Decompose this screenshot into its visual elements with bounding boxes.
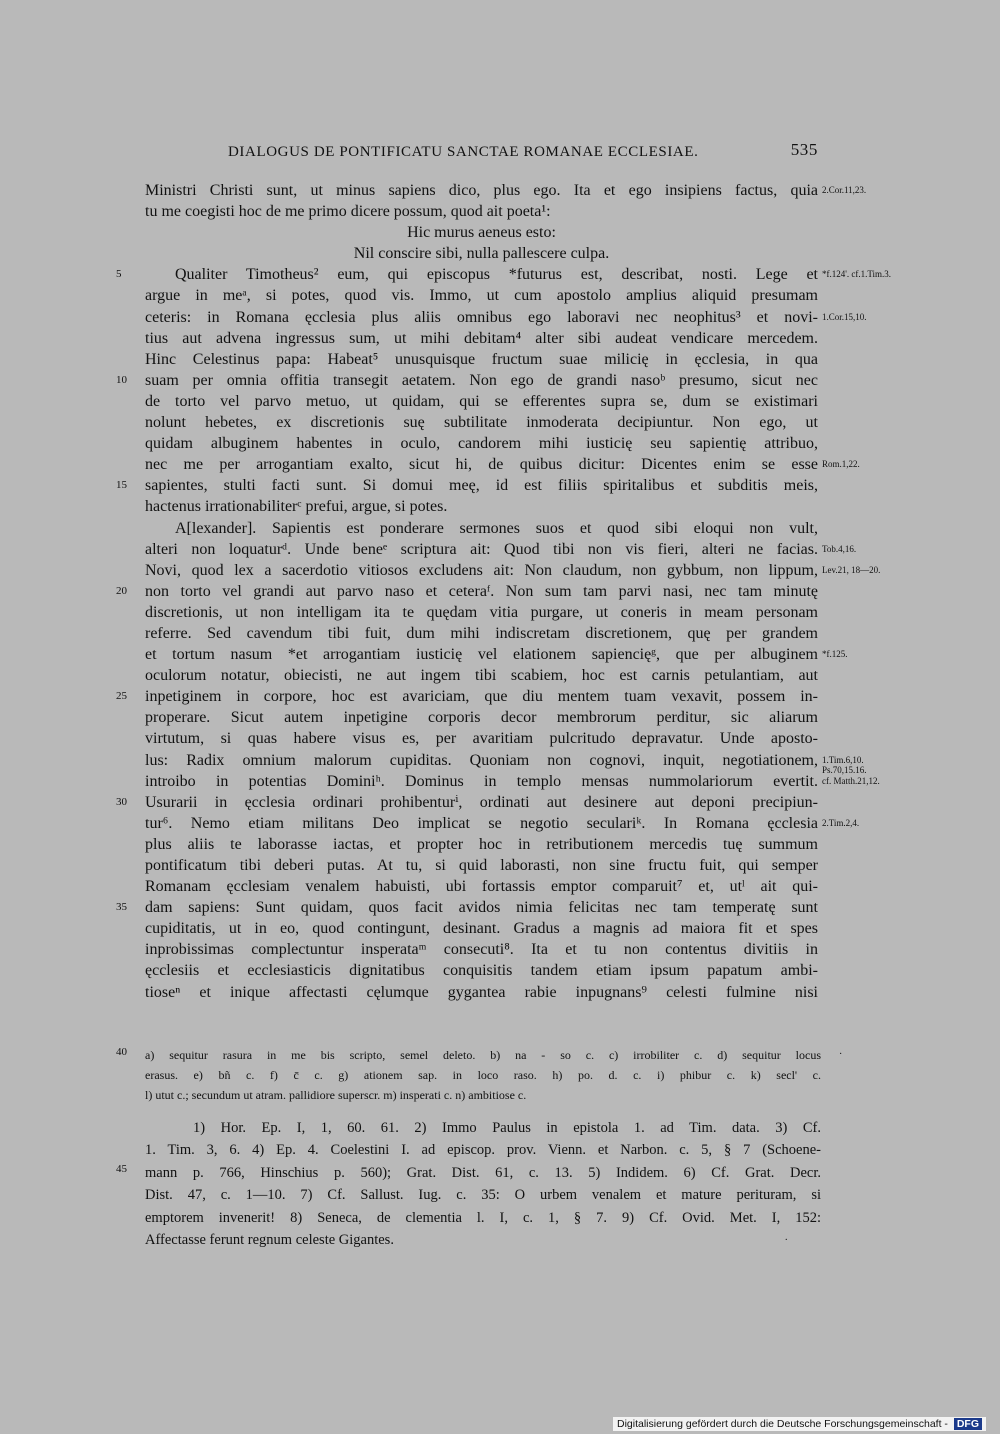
text-line: Romanam ęcclesiam venalem habuisti, ubi fortassis emptor comparuit⁷ et, utˡ ait qui- — [145, 878, 818, 896]
funding-footer — [613, 1417, 986, 1431]
text-line: lus: Radix omnium malorum cupiditas. Quoniam non cognovi, inquit, negotiationem, — [145, 751, 818, 769]
text-line: inprobissimas complectuntur insperataᵐ consecuti⁸. Ita et tu non contentus divitiis in — [145, 941, 818, 959]
apparatus-line: erasus. e) bñ c. f) c̄ c. g) ationem sap. in loco raso. h) po. d. c. i) phibur c. k) secl' c. — [145, 1068, 821, 1083]
text-line: Hinc Celestinus papa: Habeat⁵ unusquisque fructum suae milicię in ęcclesia, in qua — [145, 350, 818, 368]
text-line: Novi, quod lex a sacerdotio vitiosos excludens ait: Non claudum, non gybbum, non lippum, — [145, 561, 818, 579]
text-line: properare. Sicut autem inpetigine corporis decor membrorum perditur, sic aliarum — [145, 709, 818, 727]
text-line: tu me coegisti hoc de me primo dicere possum, quod ait poeta¹: — [145, 203, 551, 221]
text-line: non torto vel grandi aut parvo naso et ceteraᶠ. Non sum tam parvi nasi, nec tam minutę — [145, 582, 818, 600]
footer-text: Digitalisierung gefördert durch die Deutsche Forschungsgemeinschaft - — [616, 1418, 948, 1430]
footnotes — [145, 1117, 821, 1251]
text-line: sapientes, stulti facti sunt. Si domui meę, id est filiis spiritalibus et subditis meis, — [145, 477, 818, 495]
line-number: 25 — [116, 690, 127, 703]
dfg-logo: DFG — [954, 1418, 982, 1430]
margin-reference: 1.Cor.15,10. — [822, 311, 867, 322]
margin-reference: 2.Tim.2,4. — [822, 818, 860, 828]
critical-apparatus — [145, 1045, 821, 1106]
apparatus-mark: · — [839, 1049, 843, 1060]
text-line: alteri non loquaturᵈ. Unde beneᵉ scriptura ait: Quod tibi non vis fieri, alteri ne facias. — [145, 540, 818, 558]
footnote-line: 1) Hor. Ep. I, 1, 60. 61. 2) Immo Paulus in epistola 1. ad Tim. data. 3) Cf. — [193, 1120, 821, 1136]
text-line: ceteris: in Romana ęcclesia plus aliis omnibus ego laboravi nec neophitus³ et novi- — [145, 308, 818, 326]
margin-reference: Rom.1,22. — [822, 459, 860, 470]
text-line: plus aliis te laborasse iactas, et propter hoc in retributionem mercedis tuę summum — [145, 835, 818, 853]
apparatus-line: a) sequitur rasura in me bis scripto, semel deleto. b) na - so c. c) irrobiliter c. d) sequitur locus — [145, 1048, 821, 1062]
text-line: tius aut advena ingressus sum, ut mihi debitam⁴ alter sibi audeat vendicare mercedem. — [145, 329, 818, 347]
text-line: de torto vel parvo metuo, ut quidam, qui se efferentes supra se, dum se existimari — [145, 392, 818, 410]
text-line: dam sapiens: Sunt quidam, quos facit avidos nimia felicitas nec tam temperatę sunt — [145, 899, 818, 917]
text-line: tur⁶. Nemo etiam militans Deo implicat se negotio seculariᵏ. In Romana ęcclesia — [145, 814, 818, 832]
line-number: 5 — [116, 268, 122, 281]
apparatus-line-number: 40 — [116, 1046, 127, 1058]
margin-reference: Tob.4,16. — [822, 543, 857, 554]
text-line: referre. Sed cavendum tibi fuit, dum mihi indiscretam discretionem, quę per grandem — [145, 624, 818, 642]
margin-reference: Lev.21, 18—20. — [822, 564, 881, 575]
apparatus-line: l) utut c.; secundum ut atram. pallidiore superscr. m) insperati c. n) ambitiose c. — [145, 1088, 527, 1103]
margin-reference: *f.124'. cf.1.Tim.3. — [822, 269, 892, 280]
text-line: Qualiter Timotheus² eum, qui episcopus *futurus est, describat, nosti. Lege et — [175, 266, 818, 284]
text-line: A[lexander]. Sapientis est ponderare sermones suos et quod sibi eloqui non vult, — [175, 519, 818, 537]
text-line: Nil conscire sibi, nulla pallescere culpa. — [353, 245, 610, 263]
text-line: et tortum nasum *et arrogantiam iusticię vel elationem sapiencięᵍ, que per albuginem — [145, 646, 818, 664]
line-number: 30 — [116, 795, 127, 808]
margin-reference: 1.Tim.6,10. Ps.70,15.16. — [822, 754, 867, 775]
footnote-mark: . — [785, 1232, 788, 1243]
text-line: cupiditatis, ut in eo, quod contingunt, desinant. Gradus a magnis ad maiora fit et spes — [145, 920, 818, 938]
running-header — [228, 140, 818, 164]
text-line: tioseⁿ et inique affectasti cęlumque gygantea rabie inpugnans⁹ celesti fulmine nisi — [145, 983, 818, 1001]
margin-reference: cf. Matth.21,12. — [822, 775, 880, 786]
footnote-line: 1. Tim. 3, 6. 4) Ep. 4. Coelestini I. ad episcop. prov. Vienn. et Narbon. c. 5, § 7 (Schoene- — [145, 1142, 821, 1159]
footnote-line: mann p. 766, Hinschius p. 560); Grat. Dist. 61, c. 13. 5) Indidem. 6) Cf. Grat. Decr. — [145, 1164, 821, 1181]
text-line: Hic murus aeneus esto: — [407, 224, 556, 242]
text-line: ęcclesiis et ecclesiasticis dignitatibus conquisitis tandem etiam ipsum papatum ambi- — [145, 962, 818, 980]
text-line: quidam albuginem habentes in oculo, candorem mihi iusticię seu sapientię attribuo, — [145, 435, 818, 453]
footnote-line: Affectasse ferunt regnum celeste Gigantes. — [145, 1231, 394, 1248]
text-line: pontificatum tibi deberi putas. At tu, si quid laborasti, non sine fructu fuit, qui semper — [145, 857, 818, 874]
text-line: discretionis, ut non intelligam ita te quędam vitia purgare, ut coneris in meam personam — [145, 603, 818, 621]
text-line: suam per omnia offitia transegit aetatem. Non ego de grandi nasoᵇ presumo, sicut nec — [145, 371, 818, 389]
text-line: nolunt hebetes, ex discretionis suę subtilitate inmoderata decipiuntur. Non ego, ut — [145, 414, 818, 432]
line-number: 20 — [116, 584, 127, 597]
footnote-line: emptorem invenerit! 8) Seneca, de clementia l. I, c. 1, § 7. 9) Cf. Ovid. Met. I, 152: — [145, 1209, 821, 1226]
page-number: 535 — [790, 140, 818, 159]
text-line: nec me per arrogantiam exalto, sicut hi, de quibus dicitur: Dicentes enim se esse — [145, 456, 818, 474]
text-line: introibo in potentias Dominiʰ. Dominus in templo mensas nummolariorum evertit. — [145, 772, 818, 790]
text-line: hactenus irrationabiliterᶜ prefui, argue, si potes. — [145, 498, 448, 516]
line-number: 10 — [116, 373, 127, 386]
text-line: Usurarii in ęcclesia ordinari prohibenturⁱ, ordinati aut desinere aut deponi precipiun- — [145, 793, 818, 811]
footnote-line-number: 45 — [116, 1163, 127, 1175]
line-number: 15 — [116, 479, 127, 492]
text-line: virtutum, si quas habere visus es, per avaritiam pulcritudo depravatur. Unde aposto- — [145, 730, 818, 748]
text-line: inpetiginem in corpore, hoc est avariciam, que diu mentem tuam vexavit, possem in- — [145, 688, 818, 706]
footnote-line: Dist. 47, c. 1—10. 7) Cf. Sallust. Iug. c. 35: O urbem venalem et mature perituram, si — [145, 1187, 821, 1204]
line-number: 35 — [116, 901, 127, 914]
text-line: oculorum notatur, obiecisti, ne aut ingem tibi scabiem, hoc est carnis petulantiam, aut — [145, 667, 818, 685]
margin-reference: *f.125. — [822, 649, 848, 660]
margin-reference: 2.Cor.11,23. — [822, 185, 867, 195]
running-title: DIALOGUS DE PONTIFICATU SANCTAE ROMANAE ECCLESIAE. — [228, 144, 699, 160]
text-line: argue in meᵃ, si potes, quod vis. Immo, ut cum apostolo amplius aliquid presumam — [145, 287, 818, 305]
main-text — [145, 180, 818, 1003]
text-line: Ministri Christi sunt, ut minus sapiens dico, plus ego. Ita et ego insipiens factus, quia — [145, 182, 818, 199]
